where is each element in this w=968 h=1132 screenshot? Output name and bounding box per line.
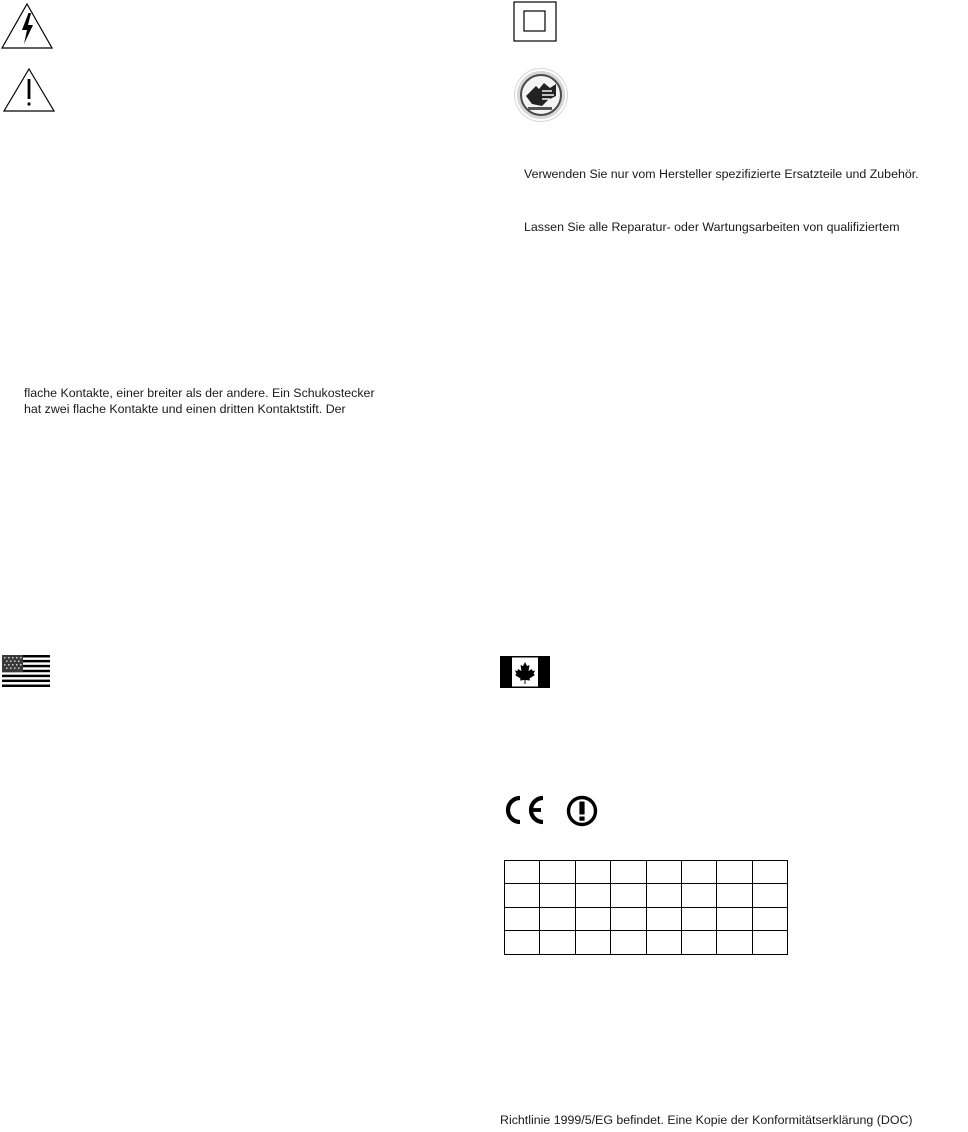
country-table [504,860,788,955]
table-cell [681,907,716,930]
canada-flag-icon [500,656,550,688]
directive-text: Richtlinie 1999/5/EG befindet. Eine Kopie der Konformitätserklärung (DOC) [500,1113,913,1127]
table-cell [646,861,681,884]
table-cell [752,884,787,907]
table-cell [681,861,716,884]
lightning-warning-icon [0,2,54,50]
table-row [505,861,788,884]
table-cell [646,907,681,930]
exclamation-warning-icon [2,67,56,113]
table-cell [540,861,575,884]
table-cell [505,907,540,930]
table-cell [575,861,610,884]
table-cell [575,931,610,954]
table-cell [575,907,610,930]
table-row [505,931,788,954]
plug-text-line-1: flache Kontakte, einer breiter als der andere. Ein Schukostecker [24,386,375,400]
table-cell [540,931,575,954]
table-cell [611,861,646,884]
table-cell [646,884,681,907]
table-cell [505,884,540,907]
double-insulation-icon [513,1,557,42]
table-cell [717,884,752,907]
table-cell [681,931,716,954]
table-cell [505,861,540,884]
table-cell [611,907,646,930]
ce-mark-icon [503,795,547,825]
replacement-parts-text: Verwenden Sie nur vom Hersteller spezifizierte Ersatzteile und Zubehör. [524,167,919,181]
us-flag-icon [2,655,50,687]
table-cell [505,931,540,954]
plug-text-line-2: hat zwei flache Kontakte und einen dritten Kontaktstift. Der [24,402,346,416]
table-cell [717,861,752,884]
class2-alert-icon [566,795,598,827]
table-cell [752,907,787,930]
disposal-seal-icon [512,66,570,124]
table-row [505,907,788,930]
table-cell [752,931,787,954]
table-row [505,884,788,907]
table-cell [540,907,575,930]
table-cell [681,884,716,907]
table-cell [540,884,575,907]
table-cell [611,884,646,907]
table-cell [717,931,752,954]
table-cell [717,907,752,930]
table-cell [611,931,646,954]
table-cell [575,884,610,907]
table-cell [646,931,681,954]
table-cell [752,861,787,884]
service-personnel-text: Lassen Sie alle Reparatur- oder Wartungsarbeiten von qualifiziertem [524,220,900,234]
